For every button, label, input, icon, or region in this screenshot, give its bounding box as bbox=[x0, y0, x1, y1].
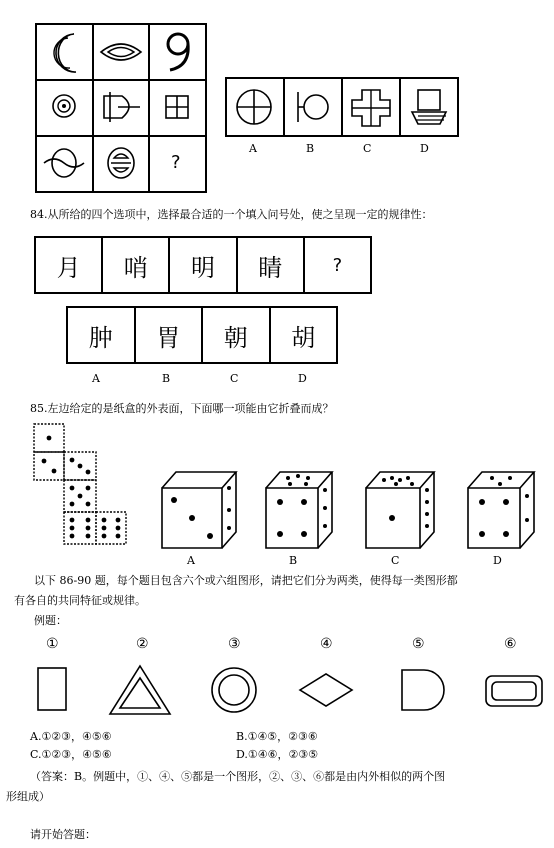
q84-option-label-a: A bbox=[92, 372, 100, 385]
example-number-4: ④ bbox=[320, 636, 333, 652]
intro-line-1: 以下 86-90 题，每个题目包含六个或六组图形，请把它们分为两类，使得每一类图形都 bbox=[34, 574, 458, 587]
q84-seq-cell: 月 bbox=[36, 238, 103, 292]
q84-option-c[interactable]: 朝 bbox=[203, 308, 271, 362]
q84-seq-cell: 睛 bbox=[238, 238, 305, 292]
example-number-5: ⑤ bbox=[412, 636, 425, 652]
example-answer-line-1: （答案：B。例题中，①、④、⑤都是一个图形，②、③、⑥都是由内外相似的两个图 bbox=[30, 770, 446, 783]
example-number-2: ② bbox=[136, 636, 149, 652]
example-answer-line-2: 形组成） bbox=[6, 790, 50, 803]
q84-option-d[interactable]: 胡 bbox=[291, 323, 316, 352]
q84-option-label-d: D bbox=[298, 372, 307, 385]
q84-option-b[interactable]: 胃 bbox=[136, 308, 204, 362]
q84-option-a[interactable]: 肿 bbox=[68, 308, 136, 362]
q85-option-label-a: A bbox=[187, 554, 195, 567]
q83-option-label-b: B bbox=[306, 142, 315, 155]
example-number-1: ① bbox=[46, 636, 59, 652]
q85-option-label-b: B bbox=[289, 554, 298, 567]
q85-question-text: 85.左边给定的是纸盒的外表面，下面哪一项能由它折叠而成？ bbox=[30, 402, 334, 415]
q84-question-text: 84.从所给的四个选项中，选择最合适的一个填入问号处，使之呈现一定的规律性： bbox=[30, 208, 433, 221]
example-choice-d: D.①④⑥，②③⑤ bbox=[236, 748, 319, 761]
example-choice-c: C.①②③，④⑤⑥ bbox=[30, 748, 112, 761]
intro-line-2: 有各自的共同特征或规律。 bbox=[14, 594, 146, 607]
q84-seq-cell: 明 bbox=[170, 238, 237, 292]
q83-option-label-d: D bbox=[420, 142, 429, 155]
start-prompt: 请开始答题： bbox=[30, 828, 96, 841]
q84-seq-cell: 哨 bbox=[103, 238, 170, 292]
q85-option-label-d: D bbox=[493, 554, 502, 567]
q85-option-label-c: C bbox=[391, 554, 400, 567]
q84-question-mark: ? bbox=[332, 254, 343, 276]
example-choice-a: A.①②③，④⑤⑥ bbox=[30, 730, 112, 743]
q84-option-label-c: C bbox=[230, 372, 239, 385]
q84-option-label-b: B bbox=[162, 372, 171, 385]
example-number-6: ⑥ bbox=[504, 636, 517, 652]
q83-option-label-a: A bbox=[249, 142, 257, 155]
example-label: 例题： bbox=[34, 614, 67, 627]
q83-question-mark: ? bbox=[171, 152, 181, 173]
example-choice-b: B.①④⑤，②③⑥ bbox=[236, 730, 318, 743]
q83-option-label-c: C bbox=[363, 142, 372, 155]
example-number-3: ③ bbox=[228, 636, 241, 652]
